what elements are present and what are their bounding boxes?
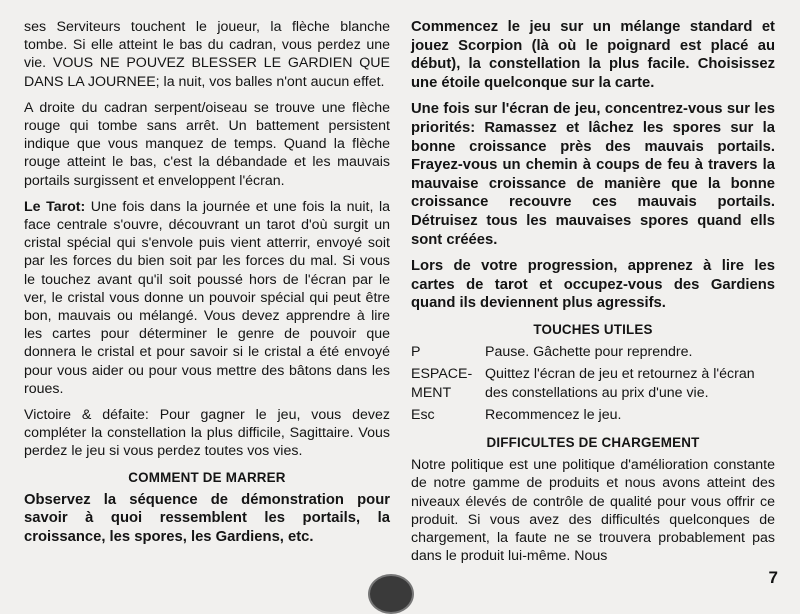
right-column [411,18,775,573]
table-row [411,343,775,365]
paragraph-start: Commencez le jeu sur un mélange standard et jouez Scorpion (là où le poignard est placé au début), la constellation la plus facile. Choisissez une étoile quelconque sur la carte. [411,19,775,91]
key-label: ESPACE-MENT [411,366,473,401]
paragraph-demo: Observez la séquence de démonstration pour savoir à quoi ressemblent les portails, la croissance, les spores, les Gardiens, etc. [24,491,390,546]
paragraph-victory: Victoire & défaite: Pour gagner le jeu, vous devez compléter la constellation la plus difficile, Sagittaire. Vous perdez le jeu si vous perdez toutes vos vies. [24,407,390,460]
key-label: Esc [411,406,435,423]
tarot-text: Une fois dans la journée et une fois la nuit, la face centrale s'ouvre, découvrant un tarot d'où surgit un cristal spécial qui s'envole puis vient atterrir, envoyé soit par les forces du bien soit par les forces du mal. Si vous le touchez avant qu'il soit poussé hors de l'écran par le ver, le cristal vous donne un pouvoir spécial qui peut être bon, mauvais ou mélangé. Vous devez apprendre à lire les cartes pour déterminer le genre de pouvoir que donnera le cristal et pour savoir si le cristal a été envoyé pour vous aider ou pour vous mettre des bâtons dans les roues. [24,198,390,397]
key-description: Recommencez le jeu. [485,406,622,423]
table-row [411,365,775,405]
key-description: Quittez l'écran de jeu et retournez à l'écran des constellations au prix d'une vie. [485,366,755,401]
emblem-icon [368,574,414,614]
paragraph-tarot [24,198,390,398]
key-label: P [411,344,421,361]
paragraph-guardian: ses Serviteurs touchent le joueur, la flèche blanche tombe. Si elle atteint le bas du cadran, vous perdez une vie. VOUS NE POUVEZ BLESSER LE GARDIEN QUE DANS LA JOURNEE; la nuit, vos balles n'ont aucun effet. [24,19,390,90]
paragraph-loading: Notre politique est une politique d'amélioration constante de notre gamme de produits et nous avons atteint des niveaux élevés de contrôle de qualité pour vous offrir ce produit. Si vous avez des difficultés quelconques de chargement, la faute ne se trouvera probablement pas dans le produit lui-même. Nous [411,457,775,565]
heading-touches-utiles: TOUCHES UTILES [533,321,653,337]
tarot-label: Le Tarot: [24,198,86,215]
heading-comment-demarrer: COMMENT DE MARRER [128,469,286,485]
paragraph-red-arrow: A droite du cadran serpent/oiseau se trouve une flèche rouge qui tombe sans arrêt. Un battement persistent indique que vous manquez de temps. Quand la flèche rouge atteint le bas, c'est la débandade et les mauvais portails surgissent et enveloppent l'écran. [24,99,390,189]
left-column [24,18,390,555]
paragraph-progression: Lors de votre progression, apprenez à lire les cartes de tarot et occupez-vous des Gardiens quand ils deviennent plus agressifs. [411,258,775,312]
table-row [411,406,775,428]
keys-table [411,343,775,428]
paragraph-priorities: Une fois sur l'écran de jeu, concentrez-vous sur les priorités: Ramassez et lâchez les spores sur la bonne croissance près des mauvais portails. Frayez-vous un chemin à coups de feu à travers la mauvaise croissance de manière que la bonne croissance recouvre ces mauvais portails. Détruisez tous les mauvaises spores quand ells sont créées. [411,101,775,248]
page-number: 7 [768,568,778,587]
heading-difficultes: DIFFICULTES DE CHARGEMENT [486,434,700,450]
key-description: Pause. Gâchette pour reprendre. [485,344,693,361]
